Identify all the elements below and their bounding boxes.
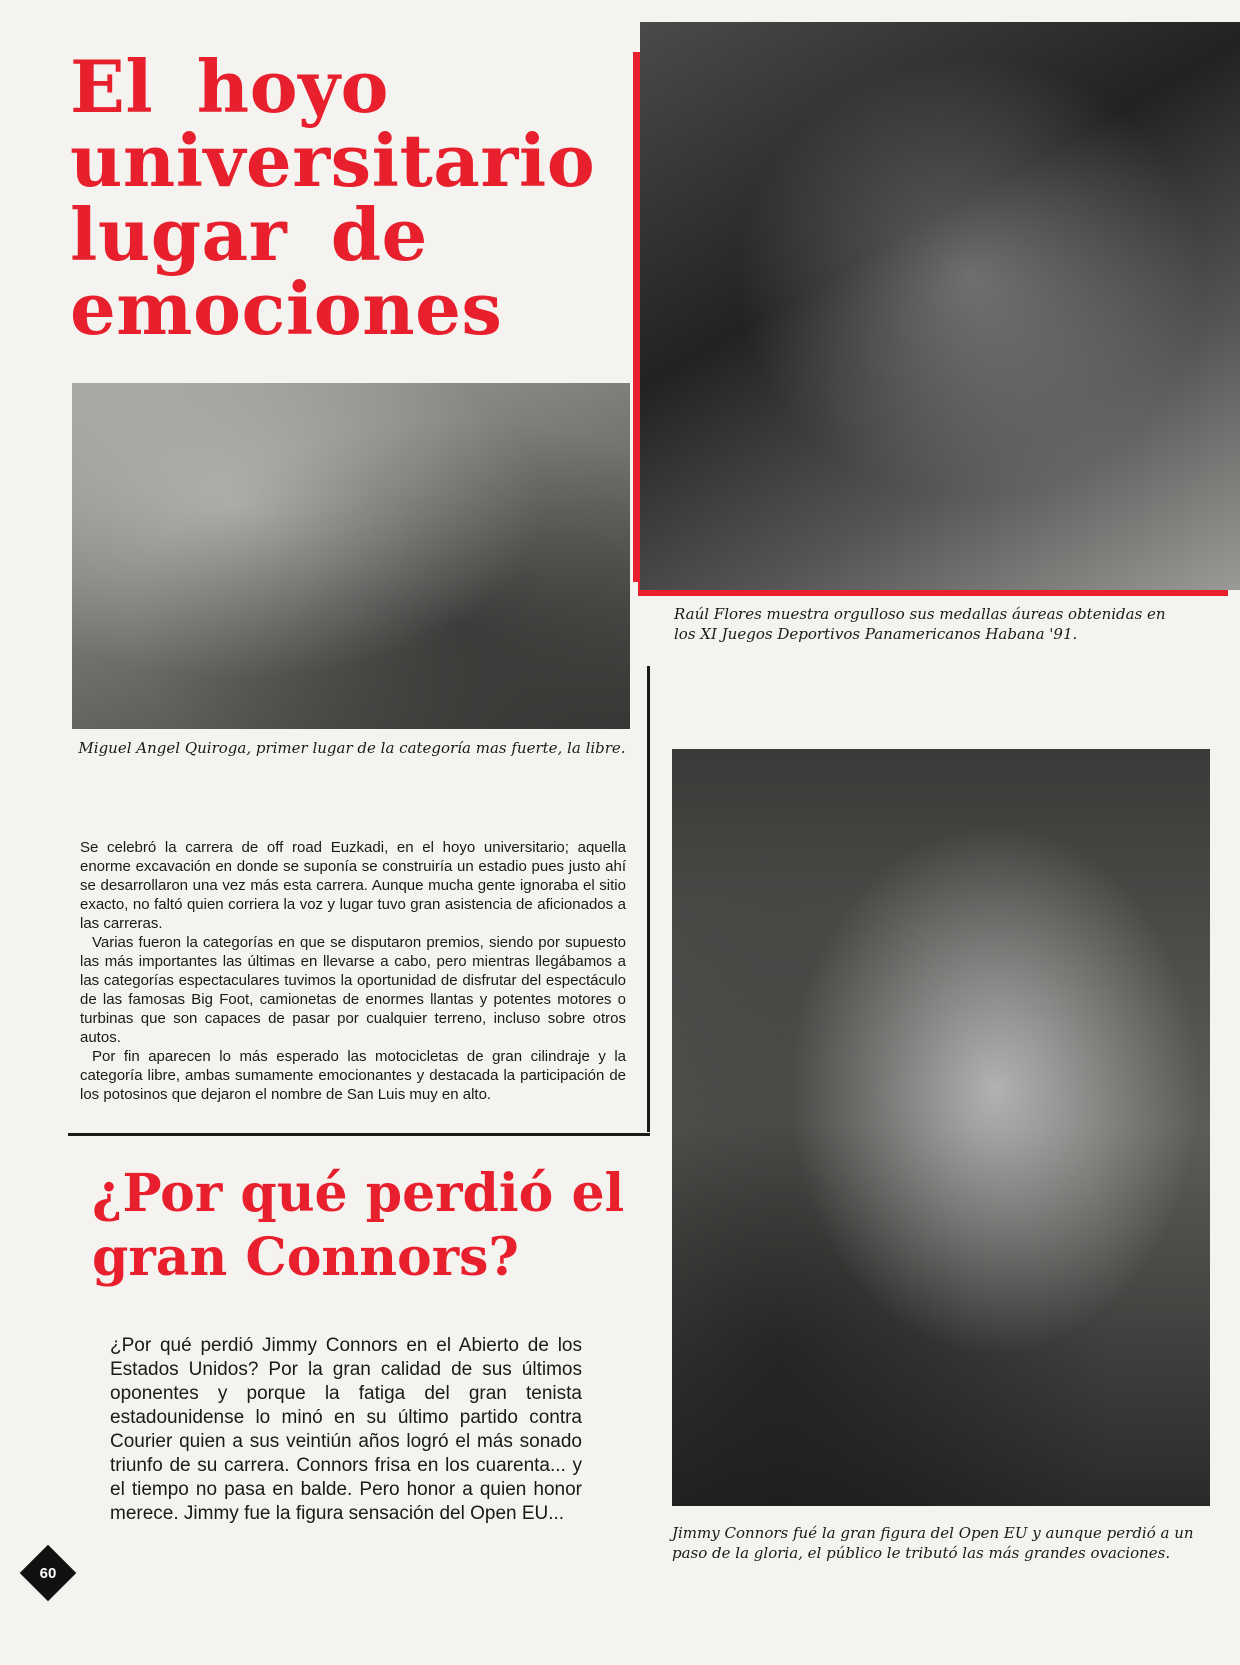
photo-tennis-connors [672, 749, 1210, 1506]
article-connors-body: ¿Por qué perdió Jimmy Connors en el Abierto de los Estados Unidos? Por la gran calidad de sus últimos oponentes y porque la fatiga del gran tenista estadounidense lo minó en su último partido contra Courier quien a sus veintiún años logró el más sonado triunfo de su carrera. Connors frisa en los cuarenta... y el tiempo no pasa en balde. Pero honor a quien honor merece. Jimmy fue la figura sensación del Open EU... [110, 1335, 582, 1524]
article-paragraph: Varias fueron la categorías en que se disputaron premios, siendo por supuesto las más importantes las últimas en llevarse a cabo, pero mientras llegábamos a las categorías espectaculares tuvimos la oportunidad de disfrutar del espectáculo de las famosas Big Foot, camionetas de enormes llantas y potentes motores o turbinas que son capaces de pasar por cualquier terreno, incluso sobre otros autos. [80, 934, 626, 1046]
vertical-rule [647, 666, 650, 1132]
caption-tennis: Jimmy Connors fué la gran figura del Open EU y aunque perdió a un paso de la gloria, el público le tributó las más grandes ovaciones. [672, 1524, 1194, 1562]
headline-offroad: El hoyo universitario lugar de emociones [70, 44, 596, 351]
horizontal-rule [68, 1133, 650, 1136]
headline-connors: ¿Por qué perdió el gran Connors? [92, 1163, 625, 1288]
article-paragraph: Se celebró la carrera de off road Euzkadi, en el hoyo universitario; aquella enorme excavación en donde se suponía se construiría un estadio pues justo ahí se desarrollaron una vez más esta carrera. Aunque mucha gente ignoraba el sitio exacto, no faltó quien corriera la voz y lugar tuvo gran asistencia de aficionados a las carreras. [80, 839, 626, 932]
page-number: 60 [39, 1564, 57, 1582]
article-paragraph: Por fin aparecen lo más esperado las motocicletas de gran cilindraje y la categoría libre, ambas sumamente emocionantes y destacada la participación de los potosinos que dejaron el nombre de San Luis muy en alto. [80, 1048, 626, 1103]
caption-offroad: Miguel Angel Quiroga, primer lugar de la categoría mas fuerte, la libre. [78, 739, 626, 757]
article-offroad-body [80, 838, 626, 1104]
caption-medals: Raúl Flores muestra orgulloso sus medallas áureas obtenidas en los XI Juegos Deportivos Panamericanos Habana '91. [674, 605, 1166, 643]
photo-medals [640, 22, 1240, 590]
photo-offroad-race [72, 383, 630, 729]
